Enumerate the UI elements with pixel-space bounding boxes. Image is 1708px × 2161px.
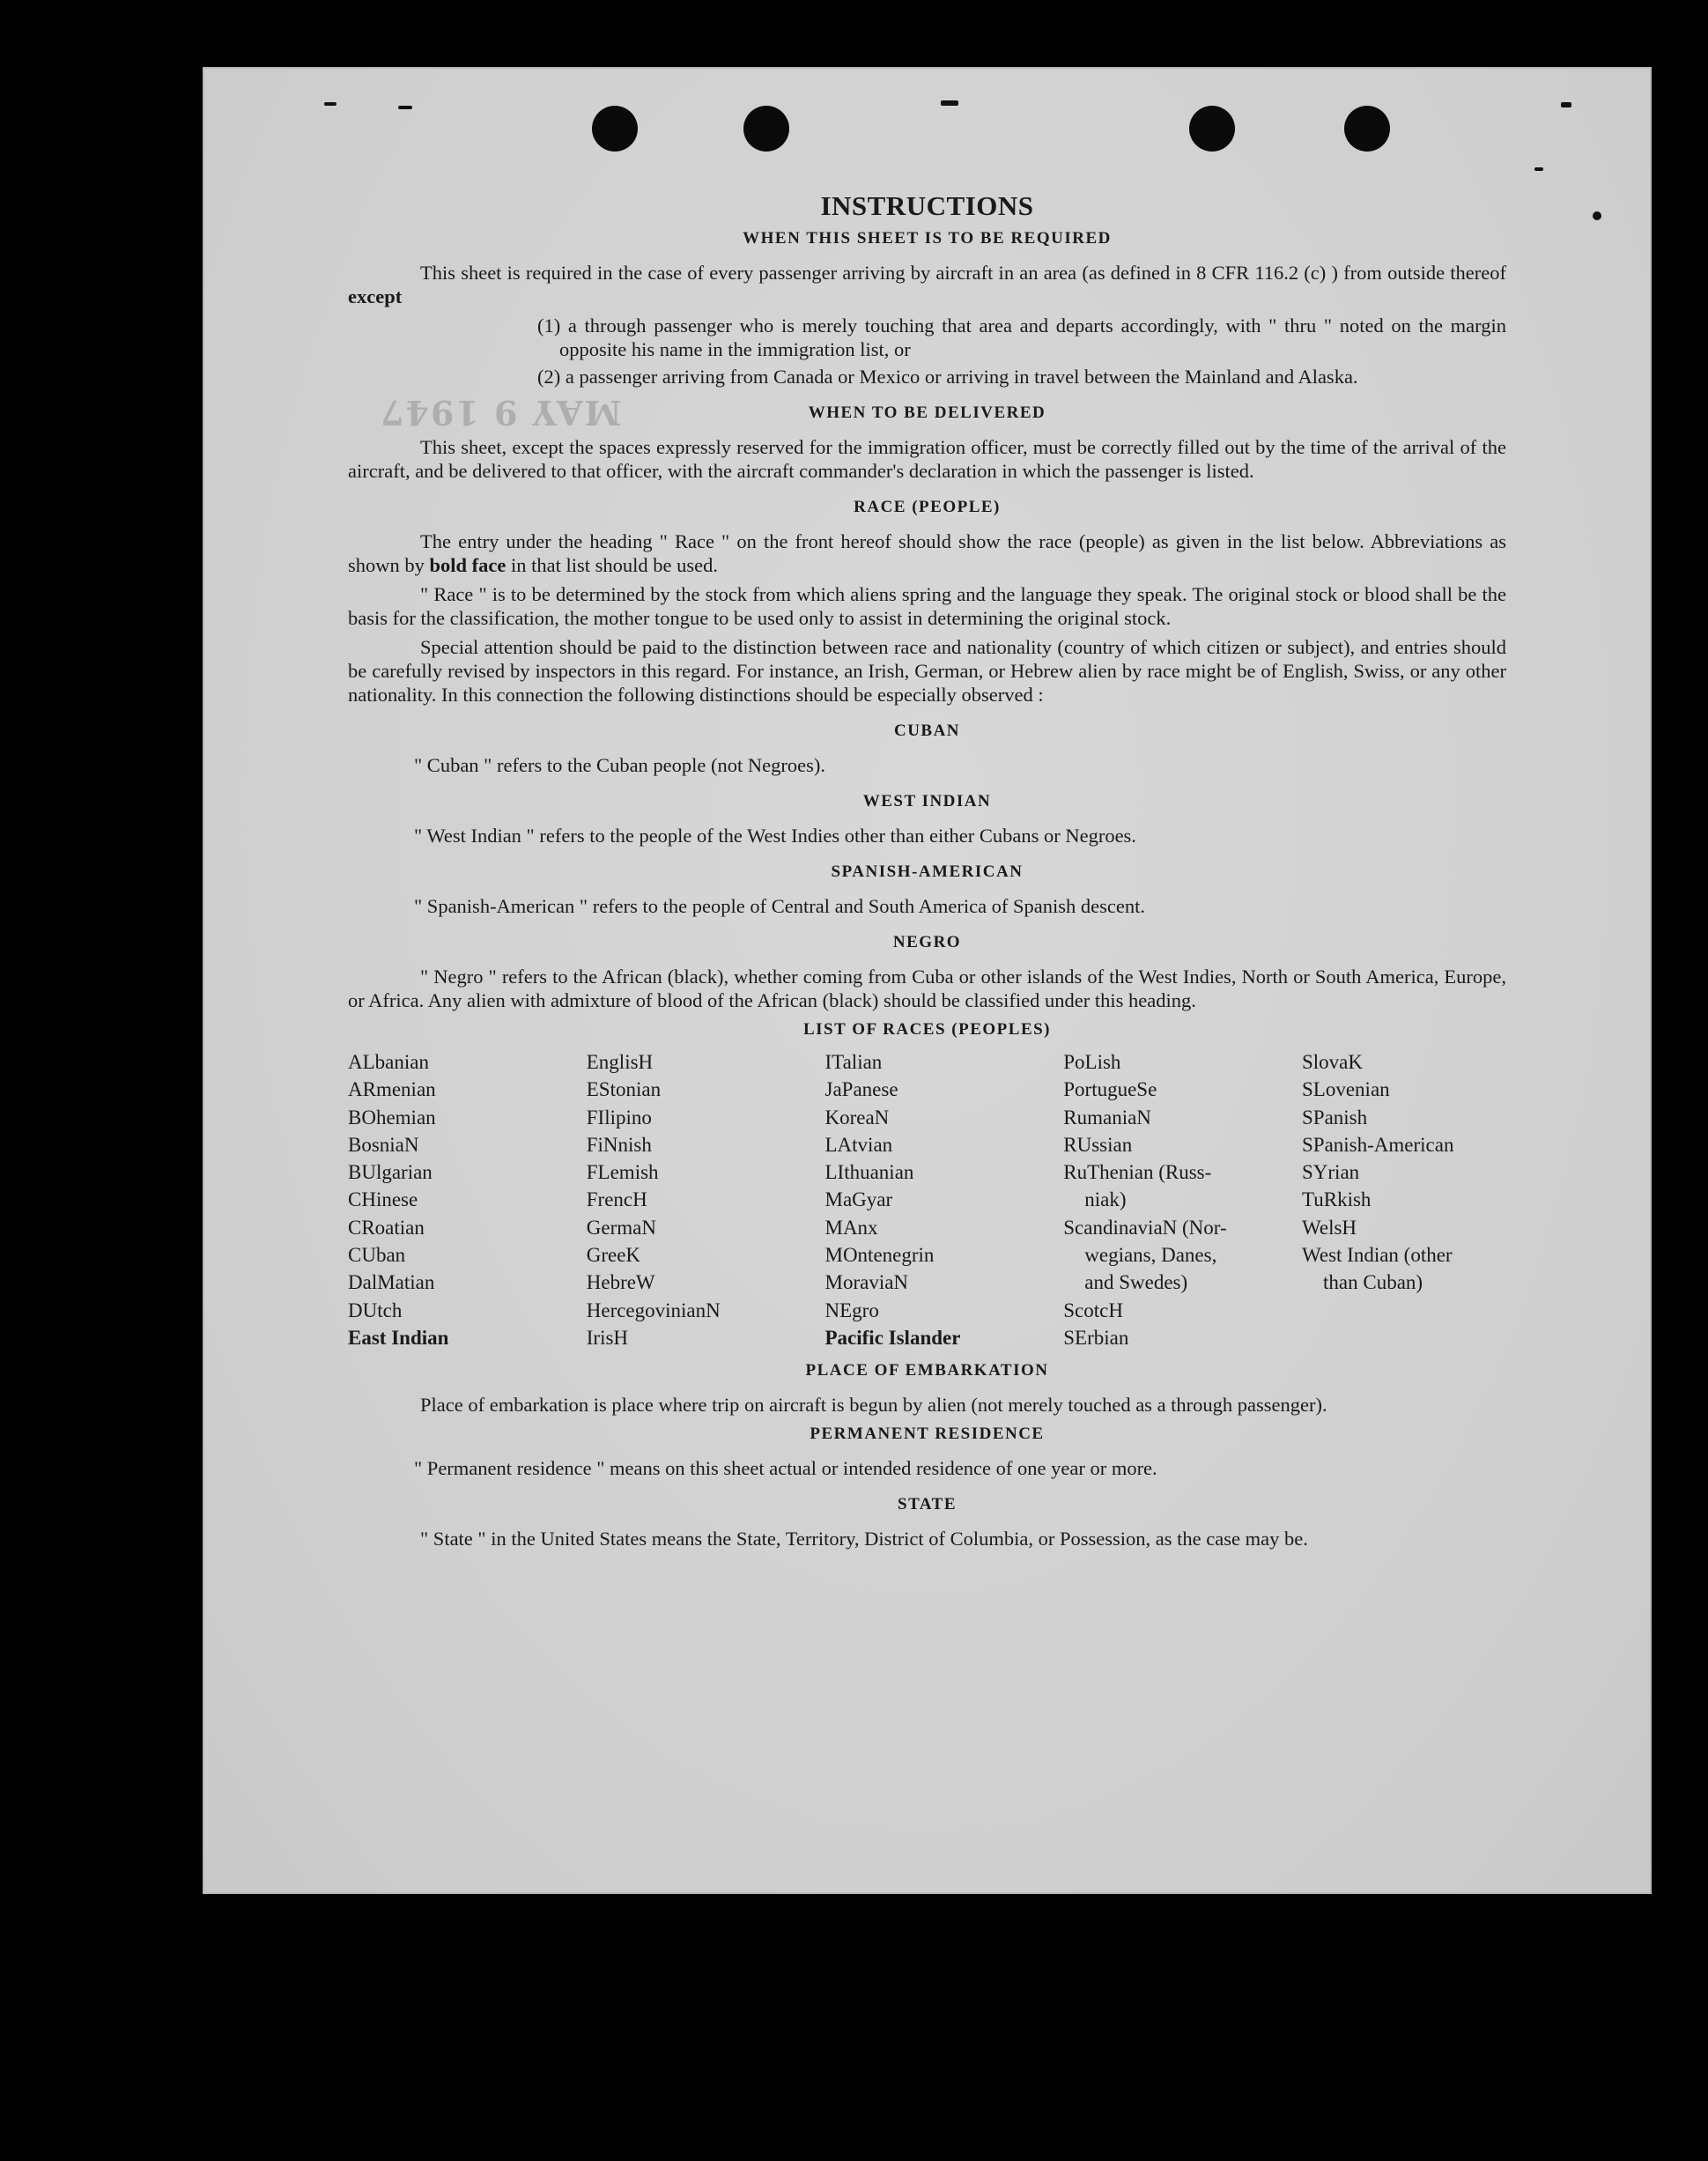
race-entry: SLovenian (1302, 1078, 1390, 1101)
race-entry: Pacific Islander (824, 1326, 961, 1349)
race-entry: West Indian (other (1302, 1244, 1453, 1267)
race-entry: LIthuanian (824, 1161, 914, 1184)
race-entry: NEgro (824, 1299, 879, 1321)
race-entry: RuThenian (Russ- (1063, 1161, 1212, 1184)
scan-speck (941, 100, 958, 106)
race-entry: SErbian (1063, 1326, 1129, 1349)
when-required-intro (348, 261, 1506, 308)
race-entry: ARmenian (348, 1078, 436, 1101)
race-entry: TuRkish (1302, 1188, 1372, 1211)
race-p1-bold: bold face (429, 554, 506, 576)
race-entry: BosniaN (348, 1133, 419, 1156)
place-of-embarkation-text: Place of embarkation is place where trip on aircraft is begun by alien (not merely touched as a through passenger). (420, 1394, 1327, 1417)
state-text: " State " in the United States means the State, Territory, District of Columbia, or Possession, as the case may be. (420, 1528, 1308, 1550)
scan-speck (398, 106, 412, 109)
race-entry: PoLish (1063, 1051, 1121, 1073)
race-entry: EnglisH (586, 1051, 654, 1073)
section-heading-when-delivered: WHEN TO BE DELIVERED (808, 403, 1046, 422)
section-heading-permanent-residence: PERMANENT RESIDENCE (810, 1425, 1045, 1444)
race-entry: JaPanese (824, 1078, 898, 1101)
when-required-intro-text: This sheet is required in the case of every passenger arriving by aircraft in an area (as defined in 8 CFR 116.2 (c) ) from outside thereof (420, 262, 1506, 284)
race-entry-continued: niak) (1084, 1188, 1127, 1211)
race-entry: SYrian (1302, 1161, 1360, 1184)
exception-item-2: (2) a passenger arriving from Canada or Mexico or arriving in travel between the Mainland and Alaska. (537, 366, 1358, 388)
section-heading-place-of-embarkation: PLACE OF EMBARKATION (805, 1361, 1049, 1380)
section-heading-negro: NEGRO (892, 933, 962, 951)
race-p1-tail: in that list should be used. (506, 554, 719, 576)
race-entry: MOntenegrin (824, 1244, 935, 1267)
section-heading-list-of-races: LIST OF RACES (PEOPLES) (802, 1020, 1052, 1039)
when-required-except: except (348, 285, 403, 307)
race-entry: ITalian (824, 1051, 883, 1073)
race-entry: ALbanian (348, 1051, 429, 1073)
race-entry: EStonian (586, 1078, 662, 1101)
race-entry: BOhemian (348, 1106, 436, 1129)
race-entry: East Indian (348, 1326, 449, 1349)
section-heading-state: STATE (898, 1495, 957, 1514)
race-entry: ScotcH (1063, 1299, 1123, 1321)
race-entry: FrencH (586, 1188, 647, 1211)
section-heading-cuban: CUBAN (893, 722, 961, 740)
race-entry: HercegovinianN (586, 1299, 721, 1321)
race-p1-lead: The entry under the heading " Race " on the front hereof should show the race (people) as given in the list below. Abbreviations as shown by (348, 530, 1506, 576)
race-entry: MAnx (824, 1216, 878, 1239)
punch-hole (1344, 106, 1390, 152)
race-paragraph-3: Special attention should be paid to the distinction between race and nationality (country of which citizen or subject), and entries should be carefully revised by inspectors in this regard. For instance, an Irish, German, or Hebrew alien by race might be of English, Swiss, or any other nationality. In this connection the following distinctions should be especially observed : (348, 636, 1506, 706)
exception-item-1: (1) a through passenger who is merely touching that area and departs accordingly, with " thru " noted on the margin opposite his name in the immigration list, or (537, 315, 1506, 360)
race-entry: PortugueSe (1063, 1078, 1157, 1101)
scan-speck (1593, 211, 1601, 220)
race-entry: DalMatian (348, 1271, 435, 1294)
section-heading-race: RACE (PEOPLE) (854, 498, 1001, 516)
race-entry: SlovaK (1302, 1051, 1363, 1073)
race-entry-continued: and Swedes) (1084, 1271, 1188, 1294)
cuban-text: " Cuban " refers to the Cuban people (not Negroes). (414, 754, 825, 776)
races-column-3 (825, 1048, 1030, 1351)
race-entry: LAtvian (824, 1133, 893, 1156)
west-indian-text: " West Indian " refers to the people of the West Indies other than either Cubans or Negroes. (414, 825, 1136, 847)
section-heading-spanish-american: SPANISH-AMERICAN (831, 862, 1024, 881)
race-entry: SPanish (1302, 1106, 1368, 1129)
race-entry: RumaniaN (1063, 1106, 1151, 1129)
punch-hole (592, 106, 638, 152)
races-column-1 (348, 1048, 552, 1351)
instructions-text (348, 190, 1506, 1556)
date-stamp: MAY 9 1947 (379, 393, 622, 433)
races-column-2 (587, 1048, 791, 1351)
race-entry: CRoatian (348, 1216, 425, 1239)
race-entry: FLemish (586, 1161, 659, 1184)
when-delivered-text: This sheet, except the spaces expressly reserved for the immigration officer, must be correctly filled out by the time of the arrival of the aircraft, and be delivered to that officer, with the aircraft commander's declaration in which the passenger is listed. (348, 436, 1506, 482)
race-entry: IrisH (586, 1326, 629, 1349)
race-entry-continued: wegians, Danes, (1084, 1244, 1217, 1267)
races-column-5 (1302, 1048, 1506, 1351)
race-entry: HebreW (586, 1271, 655, 1294)
race-entry: ScandinaviaN (Nor- (1063, 1216, 1227, 1239)
section-heading-when-required: WHEN THIS SHEET IS TO BE REQUIRED (743, 229, 1112, 248)
race-entry: BUlgarian (348, 1161, 433, 1184)
punch-hole (743, 106, 789, 152)
page-title: INSTRUCTIONS (820, 190, 1034, 221)
races-column-4 (1063, 1048, 1268, 1351)
race-entry: CHinese (348, 1188, 418, 1211)
scan-speck (324, 102, 336, 106)
scan-speck (1561, 102, 1571, 107)
punch-hole (1189, 106, 1235, 152)
race-entry-continued: than Cuban) (1323, 1271, 1423, 1294)
race-paragraph-1 (348, 529, 1506, 577)
race-entry: CUban (348, 1244, 406, 1267)
race-entry: SPanish-American (1302, 1133, 1454, 1156)
race-entry: FIlipino (586, 1106, 652, 1129)
race-entry: DUtch (348, 1299, 403, 1321)
section-heading-west-indian: WEST INDIAN (862, 792, 992, 810)
scan-speck (1534, 167, 1543, 171)
race-entry: WelsH (1302, 1216, 1357, 1239)
race-entry: FiNnish (586, 1133, 652, 1156)
spanish-american-text: " Spanish-American " refers to the people of Central and South America of Spanish descent. (414, 895, 1146, 917)
negro-text: " Negro " refers to the African (black), whether coming from Cuba or other islands of the West Indies, North or South America, Europe, or Africa. Any alien with admixture of blood of the African (black) should be classified under this heading. (348, 966, 1506, 1011)
race-entry: KoreaN (824, 1106, 890, 1129)
race-entry: MoraviaN (824, 1271, 909, 1294)
race-entry: GreeK (586, 1244, 641, 1267)
races-list (348, 1048, 1506, 1351)
race-entry: RUssian (1063, 1133, 1133, 1156)
permanent-residence-text: " Permanent residence " means on this sheet actual or intended residence of one year or more. (414, 1457, 1157, 1480)
race-entry: MaGyar (824, 1188, 893, 1211)
race-paragraph-2: " Race " is to be determined by the stock from which aliens spring and the language they speak. The original stock or blood shall be the basis for the classification, the mother tongue to be used only to assist in determining the original stock. (348, 583, 1506, 629)
race-entry: GermaN (586, 1216, 656, 1239)
